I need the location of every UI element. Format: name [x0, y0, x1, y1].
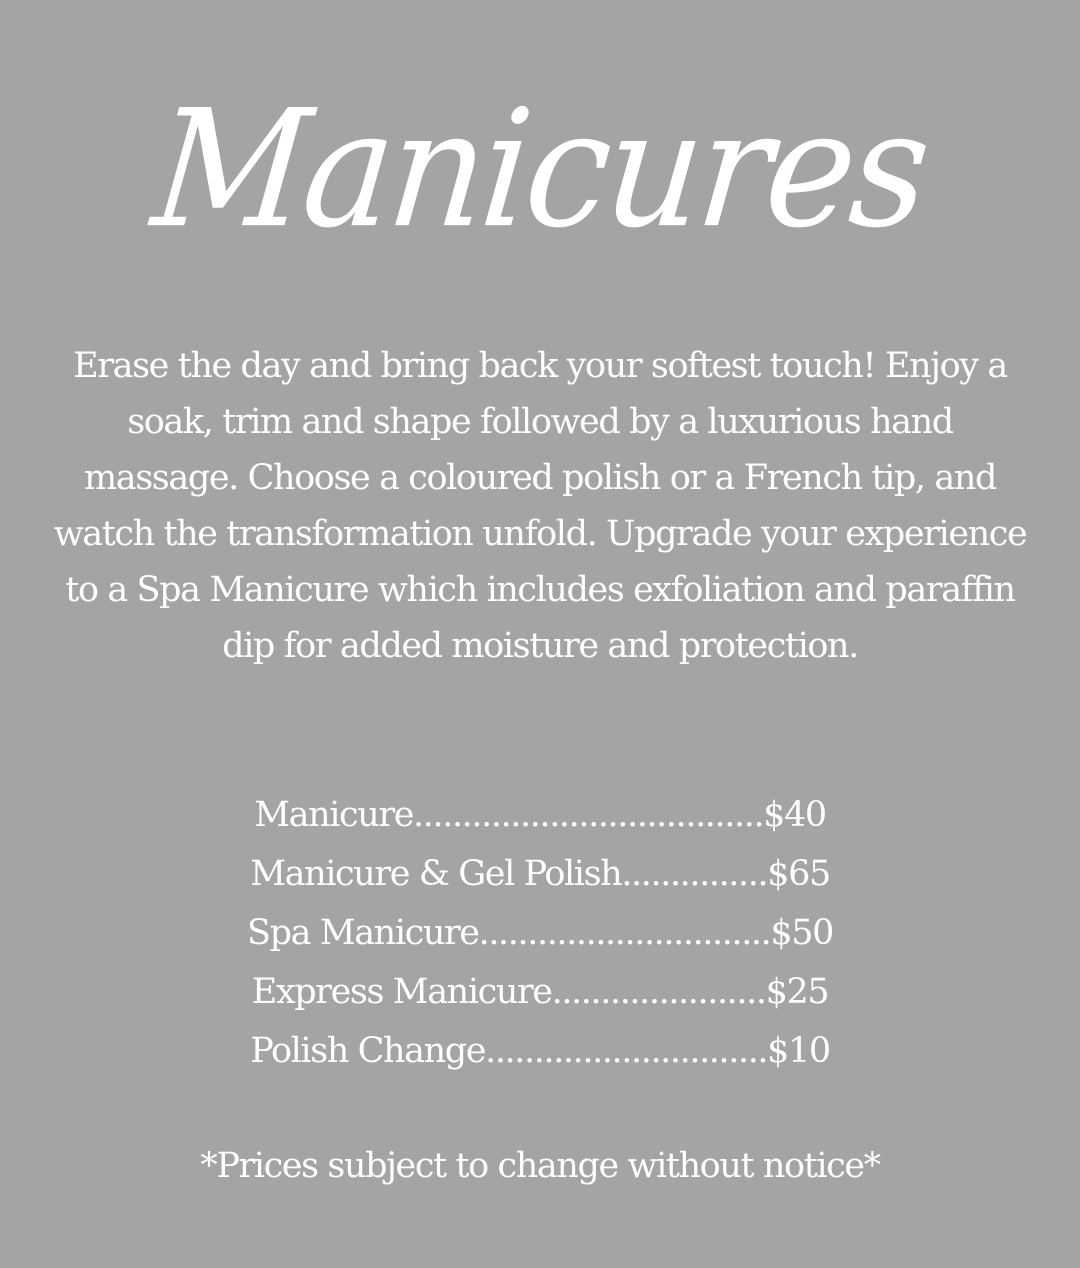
price-list: [0, 786, 1080, 1081]
service-price: $25: [765, 972, 829, 1012]
service-description: Erase the day and bring back your softest touch! Enjoy a soak, trim and shape followed by a luxurious hand massage. Choose a coloured polish or a French tip, and watch the transformation unfold. Upgrade your experience to a Spa Manicure which includes exfoliation and paraffin dip for added moisture and protection.: [53, 346, 1027, 666]
dot-leader: ....................................: [413, 795, 764, 835]
service-price: $65: [767, 854, 830, 894]
service-price: $10: [767, 1031, 830, 1071]
dot-leader: ..............................: [478, 913, 771, 953]
price-row-polish-change: [0, 1022, 1080, 1081]
service-name: Spa Manicure: [247, 913, 479, 953]
dot-leader: ...............: [621, 854, 768, 894]
service-name: Manicure & Gel Polish: [250, 854, 622, 894]
price-disclaimer: *Prices subject to change without notice*: [200, 1146, 880, 1186]
service-price: $40: [763, 795, 826, 835]
service-name: Manicure: [254, 795, 414, 835]
title-text: Manicures: [146, 76, 934, 264]
service-price: $50: [770, 913, 833, 953]
price-row-manicure: [0, 786, 1080, 845]
price-row-spa-manicure: [0, 904, 1080, 963]
service-name: Express Manicure: [251, 972, 552, 1012]
dot-leader: .............................: [485, 1031, 768, 1071]
price-row-express-manicure: [0, 963, 1080, 1022]
price-row-manicure-gel-polish: [0, 845, 1080, 904]
dot-leader: ......................: [551, 972, 766, 1012]
page-title: [0, 55, 1080, 315]
service-name: Polish Change: [250, 1031, 486, 1071]
